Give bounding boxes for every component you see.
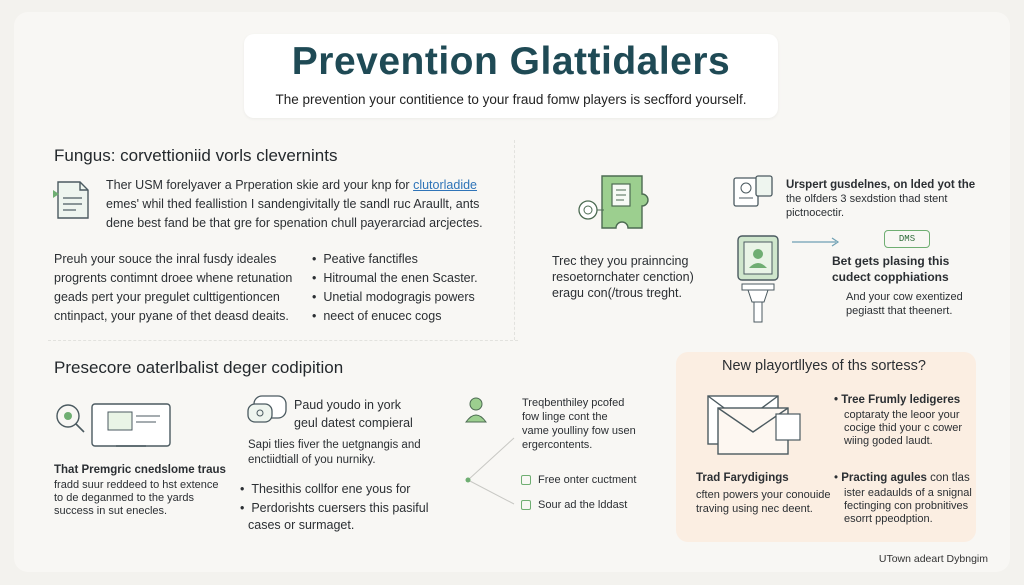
card1-line: fradd suur reddeed to hst extence: [54, 479, 219, 491]
section2-top-line: the olfders 3 sexdstion thad stent: [786, 193, 948, 205]
section2-sub-line: And your cow exentized: [846, 291, 963, 303]
card1-title: That Premgric cnedslome traus: [54, 464, 226, 476]
section1-para-line: Preuh your souce the inral fusdy ideales: [54, 252, 277, 266]
bullet-item: • Unetial modogragis powers: [312, 290, 475, 304]
title-card: [244, 34, 778, 118]
section2-sub-line: pegiastt that theenert.: [846, 305, 953, 317]
card3-line: fow linge cont the: [522, 411, 608, 423]
section2-top-line: pictnocectir.: [786, 207, 845, 219]
section4-right2-line: esorrt ppeodption.: [844, 513, 933, 525]
section4-left-line: traving using nec deent.: [696, 503, 813, 515]
section4-right2-title: • Practing agules con tlas: [834, 472, 970, 484]
envelope-icon: [704, 392, 804, 458]
checkbox[interactable]: [521, 475, 531, 485]
sms-chip: DMS: [884, 230, 930, 248]
section2-center-line: Trec they you prainncing: [552, 254, 689, 268]
section4-heading: New playortllyes of ths sortess?: [722, 358, 926, 374]
section4-right2-line: ister eadaulds of a snignal: [844, 487, 972, 499]
section1-intro-line1: [106, 176, 477, 195]
intro-text: Ther USM forelyaver a Prperation skie ard your knp for: [106, 178, 414, 192]
section1-para-line: cntinpact, your pyane of thet deasd deaits.: [54, 309, 289, 323]
section1-heading: Fungus: corvettioniid vorls clevernints: [54, 146, 338, 165]
gallery-icon: [732, 174, 776, 214]
card2-line: geul datest compieral: [294, 416, 413, 430]
section1-intro-line3: dene best fand be that gre for spenation chull payerarciad arcjectes.: [106, 216, 483, 230]
section2-bold-line: Bet gets plasing this: [832, 254, 950, 268]
user-kiosk-icon: [734, 234, 784, 326]
bullet-item: • neect of enucec cogs: [312, 309, 442, 323]
checklist-item: Sour ad the lddast: [538, 499, 628, 511]
section1-intro-line2: emes' whil thed feallistion I sandengivitally tle sandl ruc Araullt, ants: [106, 197, 480, 211]
search-monitor-icon: [50, 398, 174, 456]
section2-center-line: resoetornchater cenction): [552, 270, 694, 284]
card3-line: ergercontents.: [522, 439, 593, 451]
footer-credit: UTown adeart Dybngim: [878, 553, 988, 565]
chat-bubbles-icon: [246, 394, 290, 428]
arrow-right-icon: [792, 236, 842, 248]
section2-center-line: eragu con(/trous treght.: [552, 286, 682, 300]
card2-tail: cases or surmaget.: [248, 518, 355, 532]
checklist-item: Free onter cuctment: [538, 474, 637, 486]
section2-bold-line: cudect copphiations: [832, 270, 949, 284]
checkbox[interactable]: [521, 500, 531, 510]
page-title: Prevention Glattidalers: [291, 40, 731, 83]
section1-para-line: geads pert your pregulet culttigentioncen: [54, 290, 280, 304]
card2-line: Paud youdo in york: [294, 398, 402, 412]
card1-line: success in sut enecles.: [54, 505, 168, 517]
section4-right2-line: fectinging con probnitives: [844, 500, 969, 512]
intro-link[interactable]: clutorladide: [413, 178, 478, 192]
bullet-item: • Thesithis collfor ene yous for: [240, 482, 411, 496]
section4-left-title: Trad Farydigings: [696, 472, 789, 484]
bullet-item: • Perdorishts cuersers this pasiful: [240, 501, 429, 515]
section4-right1-title: • Tree Frumly ledigeres: [834, 394, 961, 406]
card2-para: Sapi tlies fiver the uetgnangis and: [248, 439, 421, 451]
section2-top-line: Urspert gusdelnes, on lded yot the: [786, 179, 976, 191]
bullet-item: • Hitroumal the enen Scaster.: [312, 271, 478, 285]
puzzle-documents-icon: [574, 170, 664, 242]
page-subtitle: The prevention your contitience to your fraud fomw players is secfford yourself.: [275, 92, 747, 107]
bullet-item: • Peative fanctifles: [312, 252, 418, 266]
document-icon: [50, 178, 96, 224]
section4-left-line: cften powers your conouide: [696, 489, 831, 501]
section-divider: [48, 340, 518, 341]
column-divider: [514, 140, 515, 340]
section3-heading: Presecore oaterlbalist deger codipition: [54, 358, 344, 377]
section1-para-line: progrents contimnt droee whene retunation: [54, 271, 293, 285]
card1-line: to de deganmed to the yards: [54, 492, 195, 504]
section4-right1-line: cocige thid your c cower: [844, 422, 962, 434]
section4-right1-line: coptaraty the leoor your: [844, 409, 960, 421]
section4-right1-line: wiing goded laudt.: [844, 435, 933, 447]
card3-line: vame youlliny fow usen: [522, 425, 636, 437]
card2-para: enctiidtiall of you nurniky.: [248, 454, 376, 466]
user-network-icon: [462, 394, 522, 514]
card3-line: Treqbenthiley pcofed: [522, 397, 625, 409]
